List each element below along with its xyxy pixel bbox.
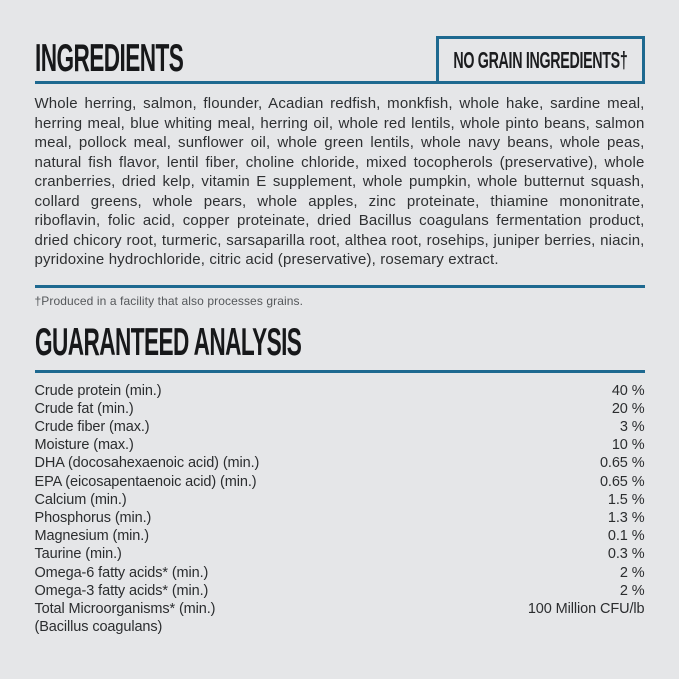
no-grain-badge-label: NO GRAIN INGREDIENTS† <box>452 46 628 73</box>
row-value: 10 % <box>611 437 645 454</box>
row-value: 2 % <box>619 564 645 581</box>
row-label: Calcium (min.) <box>34 491 127 508</box>
table-row <box>35 418 645 436</box>
row-label: Moisture (max.) <box>34 437 134 454</box>
table-row <box>35 509 645 527</box>
row-value: 0.65 % <box>599 455 645 472</box>
row-value: 0.3 % <box>607 546 645 563</box>
table-row <box>35 600 645 618</box>
ingredients-title: INGREDIENTS <box>34 37 183 80</box>
grain-footnote: †Produced in a facility that also processes grains. <box>34 293 304 308</box>
row-value: 0.1 % <box>607 528 645 545</box>
row-label: Crude fat (min.) <box>34 400 134 417</box>
row-label: DHA (docosahexaenoic acid) (min.) <box>34 455 260 472</box>
table-row <box>35 545 645 563</box>
row-label: Taurine (min.) <box>34 546 122 563</box>
row-value: 100 Million CFU/lb <box>527 600 645 617</box>
row-label: Crude protein (min.) <box>34 382 162 399</box>
divider-rule <box>35 370 645 373</box>
row-label: Phosphorus (min.) <box>34 509 152 526</box>
row-label: Total Microorganisms* (min.) <box>34 600 216 617</box>
ingredients-header <box>35 33 645 84</box>
row-value: 3 % <box>619 418 645 435</box>
table-row <box>35 491 645 509</box>
row-value: 20 % <box>611 400 645 417</box>
row-label: Omega-6 fatty acids* (min.) <box>34 564 209 581</box>
guaranteed-analysis-header <box>34 320 645 365</box>
table-row <box>35 618 645 636</box>
table-row <box>35 473 645 491</box>
table-row <box>35 382 645 400</box>
row-value: 0.65 % <box>599 473 645 490</box>
row-value: 1.3 % <box>607 509 645 526</box>
row-label: Magnesium (min.) <box>34 528 149 545</box>
row-value: 40 % <box>611 382 645 399</box>
table-row <box>35 582 645 600</box>
table-row <box>35 564 645 582</box>
guaranteed-analysis-title: GUARANTEED ANALYSIS <box>34 320 301 364</box>
row-label: Omega-3 fatty acids* (min.) <box>34 582 209 599</box>
table-row <box>35 527 645 545</box>
divider-rule <box>35 285 645 288</box>
row-label: (Bacillus coagulans) <box>34 619 163 636</box>
table-row <box>35 436 645 454</box>
no-grain-badge <box>436 36 645 84</box>
guaranteed-analysis-table <box>35 382 645 637</box>
label-panel <box>35 0 645 636</box>
row-label: Crude fiber (max.) <box>34 418 150 435</box>
row-value: 2 % <box>619 582 645 599</box>
row-label: EPA (eicosapentaenoic acid) (min.) <box>34 473 257 490</box>
row-value: 1.5 % <box>607 491 645 508</box>
table-row <box>35 400 645 418</box>
ingredients-text: Whole herring, salmon, flounder, Acadian redfish, monkfish, whole hake, sardine meal, herring meal, blue whiting meal, herring oil, whole red lentils, whole pinto beans, salmon meal, pollock meal, sunflower oil, whole green lentils, whole navy beans, whole peas, natural fish flavor, lentil fiber, choline chloride, mixed tocopherols (preservative), whole cranberries, dried kelp, vitamin E supplement, whole pumpkin, whole butternut squash, collard greens, whole pears, whole apples, zinc proteinate, thiamine mononitrate, riboflavin, folic acid, copper proteinate, dried Bacillus coagulans fermentation product, dried chicory root, turmeric, sarsaparilla root, althea root, rosehips, juniper berries, niacin, pyridoxine hydrochloride, citric acid (preservative), rosemary extract. <box>34 95 645 268</box>
table-row <box>35 454 645 472</box>
